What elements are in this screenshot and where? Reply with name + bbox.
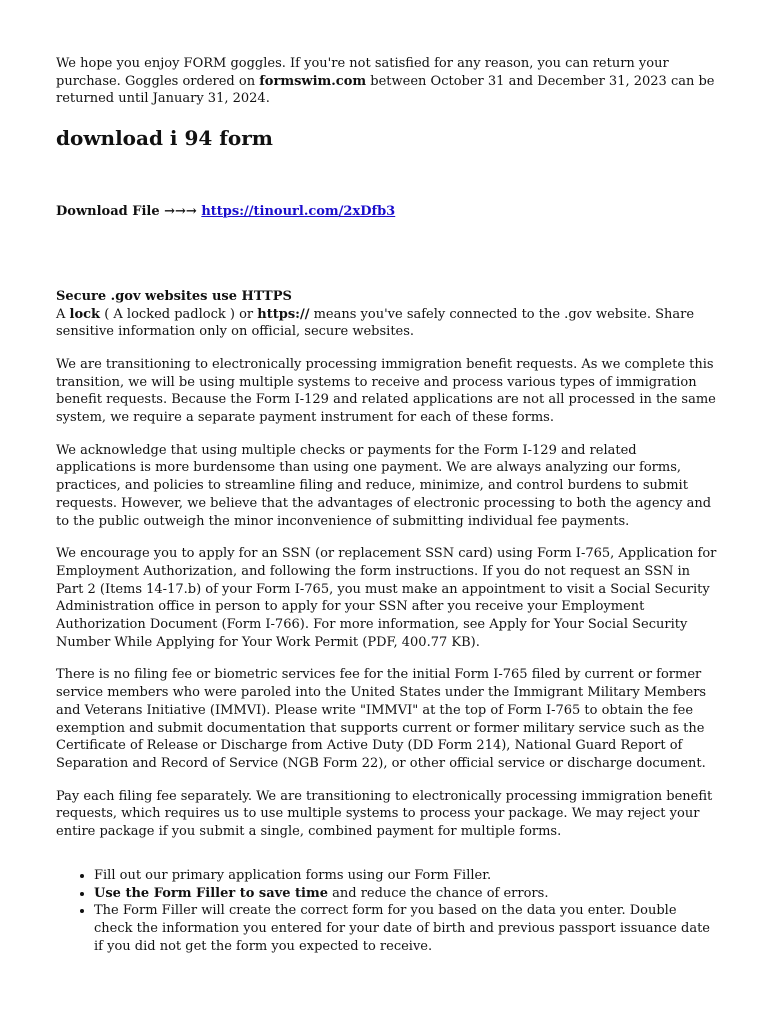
bullet-list: [56, 867, 718, 956]
paragraph-fee-exemption: There is no filing fee or biometric services fee for the initial Form I-765 filed by current or former service members who were paroled into the United States under the Immigrant Military Members and Veterans Initiative (IMMVI). Please write "IMMVI" at the top of Form I-765 to obtain the fee exemption and submit documentation that supports current or former military service such as the Certificate of Release or Discharge from Active Duty (DD Form 214), National Guard Report of Separation and Record of Service (NGB Form 22), or other official service or discharge document.: [56, 667, 707, 771]
paragraph-ssn: We encourage you to apply for an SSN (or replacement SSN card) using Form I-765, Application for Employment Authorization, and following the form instructions. If you do not request an SSN in Part 2 (Items 14-17.b) of your Form I-765, you must make an appointment to visit a Social Security Administration office in person to apply for your SSN after you receive your Employment Authorization Document (Form I-766). For more information, see Apply for Your Social Security Number While Applying for Your Work Permit (PDF, 400.77 KB).: [56, 546, 717, 650]
download-link[interactable]: https://tinourl.com/2xDfb3: [201, 204, 396, 220]
secure-text-mid: ( A locked padlock ) or: [100, 306, 258, 322]
download-label: Download File →→→: [56, 204, 202, 220]
page-title: download i 94 form: [56, 126, 273, 151]
lock-term: lock: [69, 306, 101, 322]
intro-text-end: between October 31 and December 31, 2023 can be returned until January 31, 2024.: [56, 73, 715, 107]
list-item-text: and reduce the chance of errors.: [327, 885, 549, 901]
list-item: • Fill out our primary application forms using our Form Filler.: [94, 867, 718, 885]
list-item: • The Form Filler will create the correct form for you based on the data you enter. Double check the information you entered for your date of birth and previous passport issuance date if you did not get the form you expected to receive.: [94, 902, 718, 955]
site-name: formswim.com: [259, 73, 367, 89]
secure-heading: Secure .gov websites use HTTPS: [56, 288, 292, 304]
intro-paragraph: [56, 55, 718, 108]
https-term: https://: [257, 306, 310, 322]
secure-paragraph: [56, 306, 718, 341]
intro-text: We hope you enjoy FORM goggles. If you're not satisfied for any reason, you can return your purchase. Goggles ordered on: [56, 56, 669, 89]
list-item-bold: Use the Form Filler to save time: [94, 885, 328, 901]
list-item: [94, 885, 718, 903]
secure-text-a: A: [56, 306, 70, 322]
paragraph-acknowledge: We acknowledge that using multiple checks or payments for the Form I-129 and related applications is more burdensome than using one payment. We are always analyzing our forms, practices, and policies to streamline filing and reduce, minimize, and control burdens to submit requests. However, we believe that the advantages of electronic processing to both the agency and to the public outweigh the minor inconvenience of submitting individual fee payments.: [56, 442, 712, 529]
document-content: [56, 55, 718, 955]
paragraph-transitioning: We are transitioning to electronically processing immigration benefit requests. As we complete this transition, we will be using multiple systems to receive and process various types of immigration benefit requests. Because the Form I-129 and related applications are not all processed in the same system, we require a separate payment instrument for each of these forms.: [56, 356, 716, 426]
download-line: [56, 203, 718, 221]
secure-text-rest: means you've safely connected to the .gov website. Share sensitive information only on official, secure websites.: [56, 306, 695, 340]
paragraph-pay-separately: Pay each filing fee separately. We are transitioning to electronically processing immigration benefit requests, which requires us to use multiple systems to process your package. We may reject your entire package if you submit a single, combined payment for multiple forms.: [56, 788, 713, 840]
